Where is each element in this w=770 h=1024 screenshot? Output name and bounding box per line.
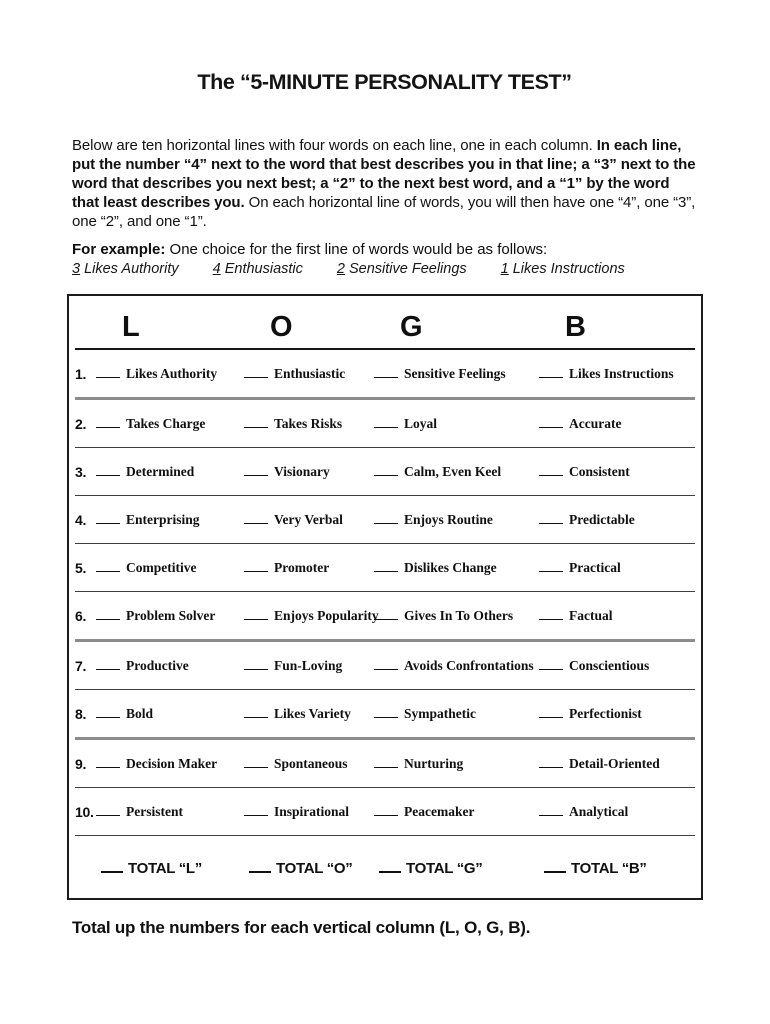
footer-instruction: Total up the numbers for each vertical column (L, O, G, B). — [72, 918, 531, 937]
cell-g — [374, 607, 539, 625]
cell-b — [539, 365, 697, 383]
word-label: Nurturing — [404, 755, 464, 771]
cell-o — [244, 463, 374, 481]
total-blank[interactable] — [249, 861, 271, 873]
total-cell-l — [96, 860, 244, 878]
answer-blank[interactable] — [96, 512, 120, 524]
word-label: Accurate — [569, 415, 622, 431]
cell-l — [96, 415, 244, 433]
row-number: 1. — [75, 365, 87, 382]
total-blank[interactable] — [101, 861, 123, 873]
answer-blank[interactable] — [374, 366, 398, 378]
cell-l — [96, 607, 244, 625]
answer-blank[interactable] — [244, 416, 268, 428]
answer-blank[interactable] — [374, 608, 398, 620]
intro-part1: Below are ten horizontal lines with four words on each line, one in each column. — [72, 137, 597, 154]
cell-b — [539, 607, 697, 625]
word-label: Persistent — [126, 803, 183, 819]
total-label: TOTAL “L” — [128, 860, 202, 877]
answer-blank[interactable] — [539, 804, 563, 816]
word-label: Fun-Loving — [274, 657, 343, 673]
word-label: Sensitive Feelings — [404, 365, 506, 381]
word-label: Consistent — [569, 463, 630, 479]
cell-b — [539, 463, 697, 481]
word-label: Calm, Even Keel — [404, 463, 502, 479]
word-label: Productive — [126, 657, 189, 673]
total-cell-b — [539, 860, 697, 878]
table-row — [69, 350, 701, 397]
example-line — [72, 261, 697, 277]
column-header-l: L — [122, 311, 140, 343]
word-label: Problem Solver — [126, 607, 216, 623]
word-label: Perfectionist — [569, 705, 642, 721]
example-number: 3 — [72, 261, 81, 277]
answer-blank[interactable] — [374, 512, 398, 524]
answer-blank[interactable] — [244, 512, 268, 524]
cell-g — [374, 559, 539, 577]
cell-g — [374, 657, 539, 675]
totals-row — [69, 836, 701, 898]
cell-o — [244, 365, 374, 383]
word-label: Enjoys Popularity — [274, 607, 379, 623]
table-row — [69, 788, 701, 835]
example-word: Likes Instructions — [512, 261, 625, 277]
example-word: Sensitive Feelings — [348, 261, 467, 277]
table-row — [69, 642, 701, 689]
answer-blank[interactable] — [374, 560, 398, 572]
answer-blank[interactable] — [374, 464, 398, 476]
cell-o — [244, 511, 374, 529]
word-label: Factual — [569, 607, 613, 623]
row-number: 9. — [75, 755, 87, 772]
word-label: Conscientious — [569, 657, 650, 673]
answer-blank[interactable] — [96, 804, 120, 816]
table-row — [69, 690, 701, 737]
column-header-o: O — [270, 311, 293, 343]
total-blank[interactable] — [544, 861, 566, 873]
table-row — [69, 740, 701, 787]
total-cell-o — [244, 860, 374, 878]
cell-o — [244, 755, 374, 773]
answer-blank[interactable] — [96, 464, 120, 476]
row-number: 8. — [75, 705, 87, 722]
word-label: Competitive — [126, 559, 197, 575]
cell-g — [374, 511, 539, 529]
intro-part2-bold: In each line, put the number “4” next to the word that best describes you in that line; a “3” next to the word that describes you next best; a “2” to the next best word, and a “1” by the word that least describes you. — [72, 137, 696, 211]
word-label: Determined — [126, 463, 195, 479]
total-label: TOTAL “O” — [276, 860, 353, 877]
cell-b — [539, 705, 697, 723]
table-header-row — [69, 296, 701, 348]
word-label: Enterprising — [126, 511, 200, 527]
example-item — [72, 261, 179, 277]
answer-blank[interactable] — [244, 464, 268, 476]
example-number: 1 — [500, 261, 509, 277]
intro-part3: On each horizontal line of words, you will then have one “4”, one “3”, one “2”, and one “1”. — [72, 194, 696, 230]
answer-blank[interactable] — [96, 416, 120, 428]
answer-blank[interactable] — [244, 706, 268, 718]
word-label: Enjoys Routine — [404, 511, 493, 527]
word-label: Peacemaker — [404, 803, 475, 819]
answer-blank[interactable] — [244, 608, 268, 620]
answer-blank[interactable] — [539, 608, 563, 620]
column-header-b: B — [565, 311, 586, 343]
word-label: Predictable — [569, 511, 635, 527]
answer-blank[interactable] — [96, 658, 120, 670]
word-label: Gives In To Others — [404, 607, 514, 623]
word-label: Likes Variety — [274, 705, 351, 721]
cell-l — [96, 755, 244, 773]
word-label: Very Verbal — [274, 511, 343, 527]
answer-blank[interactable] — [96, 706, 120, 718]
total-cell-g — [374, 860, 539, 878]
answer-blank[interactable] — [374, 756, 398, 768]
word-label: Practical — [569, 559, 621, 575]
row-number: 10. — [75, 803, 94, 820]
row-number: 2. — [75, 415, 87, 432]
word-label: Bold — [126, 705, 154, 721]
total-label: TOTAL “B” — [571, 860, 647, 877]
cell-l — [96, 511, 244, 529]
answer-blank[interactable] — [244, 756, 268, 768]
answer-blank[interactable] — [96, 366, 120, 378]
word-label: Enthusiastic — [274, 365, 346, 381]
answer-blank[interactable] — [244, 366, 268, 378]
answer-blank[interactable] — [539, 366, 563, 378]
cell-o — [244, 705, 374, 723]
cell-l — [96, 365, 244, 383]
cell-l — [96, 705, 244, 723]
answer-blank[interactable] — [539, 464, 563, 476]
cell-g — [374, 755, 539, 773]
total-blank[interactable] — [379, 861, 401, 873]
example-word: Enthusiastic — [224, 261, 303, 277]
table-row — [69, 496, 701, 543]
cell-l — [96, 803, 244, 821]
cell-b — [539, 415, 697, 433]
cell-g — [374, 415, 539, 433]
cell-l — [96, 657, 244, 675]
answer-blank[interactable] — [374, 658, 398, 670]
answer-blank[interactable] — [96, 756, 120, 768]
cell-g — [374, 705, 539, 723]
example-heading — [72, 241, 697, 259]
row-number: 7. — [75, 657, 87, 674]
answer-blank[interactable] — [96, 560, 120, 572]
word-label: Avoids Confrontations — [404, 657, 534, 673]
table-row — [69, 544, 701, 591]
word-label: Sympathetic — [404, 705, 476, 721]
word-label: Takes Charge — [126, 415, 206, 431]
cell-o — [244, 803, 374, 821]
example-number: 4 — [212, 261, 221, 277]
total-label: TOTAL “G” — [406, 860, 483, 877]
table-row — [69, 400, 701, 447]
example-item — [213, 261, 303, 277]
cell-b — [539, 511, 697, 529]
word-label: Visionary — [274, 463, 330, 479]
word-label: Inspirational — [274, 803, 350, 819]
cell-b — [539, 657, 697, 675]
example-item — [501, 261, 625, 277]
page-title: The “5-MINUTE PERSONALITY TEST” — [197, 70, 572, 94]
answer-blank[interactable] — [374, 416, 398, 428]
cell-l — [96, 463, 244, 481]
answer-blank[interactable] — [96, 608, 120, 620]
answer-blank[interactable] — [539, 706, 563, 718]
column-header-g: G — [400, 311, 423, 343]
example-text: One choice for the first line of words would be as follows: — [169, 241, 548, 258]
example-word: Likes Authority — [84, 261, 179, 277]
row-number: 6. — [75, 607, 87, 624]
answer-blank[interactable] — [539, 658, 563, 670]
personality-test-table — [67, 294, 703, 900]
word-label: Decision Maker — [126, 755, 218, 771]
cell-o — [244, 415, 374, 433]
row-number: 5. — [75, 559, 87, 576]
answer-blank[interactable] — [539, 560, 563, 572]
example-item — [337, 261, 467, 277]
word-label: Likes Instructions — [569, 365, 674, 381]
word-label: Detail-Oriented — [569, 755, 660, 771]
word-label: Promoter — [274, 559, 330, 575]
answer-blank[interactable] — [244, 560, 268, 572]
example-number: 2 — [336, 261, 345, 277]
cell-b — [539, 803, 697, 821]
table-row — [69, 592, 701, 639]
answer-blank[interactable] — [244, 658, 268, 670]
answer-blank[interactable] — [539, 416, 563, 428]
answer-blank[interactable] — [539, 756, 563, 768]
cell-o — [244, 657, 374, 675]
row-number: 4. — [75, 511, 87, 528]
word-label: Analytical — [569, 803, 629, 819]
word-label: Takes Risks — [274, 415, 343, 431]
cell-b — [539, 755, 697, 773]
example-label: For example: — [72, 241, 166, 258]
answer-blank[interactable] — [374, 706, 398, 718]
cell-l — [96, 559, 244, 577]
table-row — [69, 448, 701, 495]
cell-b — [539, 559, 697, 577]
row-number: 3. — [75, 463, 87, 480]
cell-g — [374, 803, 539, 821]
word-label: Dislikes Change — [404, 559, 497, 575]
cell-g — [374, 463, 539, 481]
cell-o — [244, 559, 374, 577]
answer-blank[interactable] — [374, 804, 398, 816]
intro-paragraph — [72, 136, 697, 231]
word-label: Spontaneous — [274, 755, 348, 771]
word-label: Likes Authority — [126, 365, 218, 381]
word-label: Loyal — [404, 415, 438, 431]
answer-blank[interactable] — [244, 804, 268, 816]
cell-g — [374, 365, 539, 383]
cell-o — [244, 607, 379, 625]
answer-blank[interactable] — [539, 512, 563, 524]
